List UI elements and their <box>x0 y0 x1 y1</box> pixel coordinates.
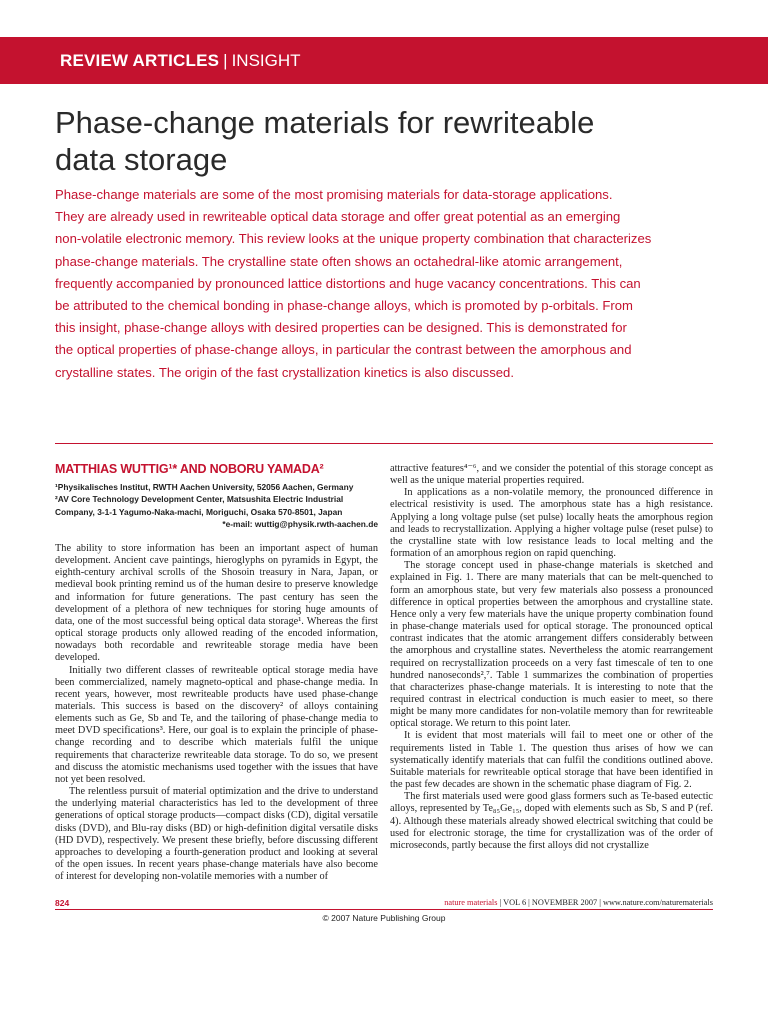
section-label <box>60 51 301 71</box>
body-paragraph: The ability to store information has been an important aspect of human development. Ancient cave paintings, hieroglyphs on pyramids in Egypt, the eighth-century archival scrolls of the Shosoin treasury in Nara, Japan, or medieval book printing remind us of the human desire to preserve knowledge and information for future generations. The past century has seen the development of a plethora of new techniques for storing huge amounts of data, one of the most successful being optical data storage¹. Whereas the first optical storage products only allowed reading of the encoded information, nowadays both recordable and rewriteable storage media have been developed. <box>55 542 378 664</box>
left-column <box>55 463 378 883</box>
affiliation: ²AV Core Technology Development Center, Matsushita Electric Industrial <box>55 494 344 505</box>
volume-date: | VOL 6 | NOVEMBER 2007 | <box>497 898 603 907</box>
abstract-line: crystalline states. The origin of the fast crystallization kinetics is also discussed. <box>55 364 514 380</box>
body-paragraph: It is evident that most materials will fail to meet one or other of the requirements listed in Table 1. The question thus arises of how we can systematically identify materials that can fulfil the conditions outlined above. Suitable materials for rewriteable optical storage that have been identified in the past few decades are shown in the schematic phase diagram of Fig. 2. <box>390 730 713 791</box>
abstract-line: this insight, phase-change alloys with desired properties can be designed. This is demonstrated for <box>55 320 627 336</box>
body-paragraph: attractive features⁴⁻⁶, and we consider the potential of this storage concept as well as the unique material properties required. <box>390 463 713 487</box>
body-paragraph: Initially two different classes of rewriteable optical storage media have been commercialized, namely magneto-optical and phase-change media. In recent years, however, most rewriteable products have used phase-change materials. This success is based on the discovery² of alloys containing elements such as Ge, Sb and Te, and the tailoring of phase-change media to meet DVD specifications³. Here, our goal is to explain the principle of phase-change recording and to describe which materials fulfil the unique requirements that characterize rewriteable data storage. To do so, we present and discuss the atomistic mechanisms used together with the issues that have not yet been resolved. <box>55 664 378 785</box>
right-column <box>390 463 713 852</box>
section-name: REVIEW ARTICLES <box>60 51 220 70</box>
body-paragraph: The relentless pursuit of material optimization and the drive to understand the underlying material characteristics has led to the development of three generations of optical storage products—compact disks (CD), digital versatile disks (DVD), and Blu-ray disks (BD) or high-definition digital versatile disks (HD DVD), respectively. We present these briefly, before discussing different approaches to developing a fourth-generation product and looking at several of the open issues. In recent years phase-change materials have also become of interest for developing non-volatile memories with a number of <box>55 786 378 883</box>
abstract-line: be attributed to the chemical bonding in phase-change alloys, which is promoted by p-orbitals. From <box>55 298 633 314</box>
footer-divider <box>55 909 713 910</box>
abstract-line: phase-change materials. The crystalline state often shows an octahedral-like atomic arrangement, <box>55 253 623 269</box>
section-separator: | <box>223 51 228 70</box>
abstract <box>55 184 715 384</box>
author-list: MATTHIAS WUTTIG¹* AND NOBORU YAMADA² <box>55 462 324 476</box>
body-paragraph: The storage concept used in phase-change materials is sketched and explained in Fig. 1. There are many materials that can be melt-quenched to form an amorphous state, but very few materials also possess a pronounced difference in optical properties between the amorphous and crystalline state. Hence only a very few materials have the unique property combination found in phase-change materials used for optical storage. The pronounced optical contrast indicates that the atomic arrangement differs considerably between the amorphous and crystalline states. Nevertheless the atomic rearrangement required on recrystallization proceeds on a very fast timescale of ten to one hundred nanoseconds²,⁷. Table 1 summarizes the combination of properties that characterizes phase-change materials. It is interesting to note that the required contrast in electrical conduction is much easier to meet, so there might be many more candidates for non-volatile memory than for rewriteable optical storage. We return to this point later. <box>390 560 713 730</box>
affiliation: Company, 3-1-1 Yagumo-Naka-machi, Moriguchi, Osaka 570-8501, Japan <box>55 506 343 517</box>
journal-name: nature materials <box>444 898 498 907</box>
abstract-line: frequently accompanied by pronounced lattice distortions and huge vacancy concentrations. This can <box>55 275 641 291</box>
body-paragraph: In applications as a non-volatile memory, the pronounced difference in electrical resistivity is used. The amorphous state has a high resistance. Applying a long voltage pulse (set pulse) locally heats the amorphous region and leads to recrystallization. Applying a higher voltage pulse (reset pulse) to the crystalline state with low resistance leads to local melting and the formation of an amorphous region on rapid quenching. <box>390 487 713 560</box>
corresponding-email: *e-mail: wuttig@physik.rwth-aachen.de <box>222 518 378 529</box>
journal-info <box>440 898 713 907</box>
title-line: Phase-change materials for rewriteable <box>55 105 595 140</box>
section-banner <box>0 37 768 84</box>
abstract-line: the optical properties of phase-change alloys, in particular the contrast between the amorphous and <box>55 342 632 358</box>
copyright-notice: © 2007 Nature Publishing Group <box>322 913 446 923</box>
journal-url[interactable]: www.nature.com/naturematerials <box>602 898 713 907</box>
page-number: 824 <box>55 898 70 908</box>
title-line: data storage <box>55 142 228 177</box>
affiliation: ¹Physikalisches Institut, RWTH Aachen University, 52056 Aachen, Germany <box>55 482 354 493</box>
subsection-name: INSIGHT <box>231 51 301 70</box>
abstract-line: They are already used in rewriteable optical data storage and offer great potential as an emerging <box>55 209 621 225</box>
body-paragraph: The first materials used were good glass formers such as Te-based eutectic alloys, represented by Te₈₅Ge₁₅, doped with elements such as Sb, S and P (ref. 4). Although these materials already showed electrical switching that could be used for electronic storage, the time for crystallization was of the order of microseconds, partly because the first alloys did not crystallize <box>390 791 713 851</box>
abstract-line: Phase-change materials are some of the most promising materials for data-storage applications. <box>55 187 613 202</box>
article-title <box>55 104 715 178</box>
abstract-divider <box>55 443 713 444</box>
abstract-line: non-volatile electronic memory. This review looks at the unique property combination that characterizes <box>55 231 652 247</box>
